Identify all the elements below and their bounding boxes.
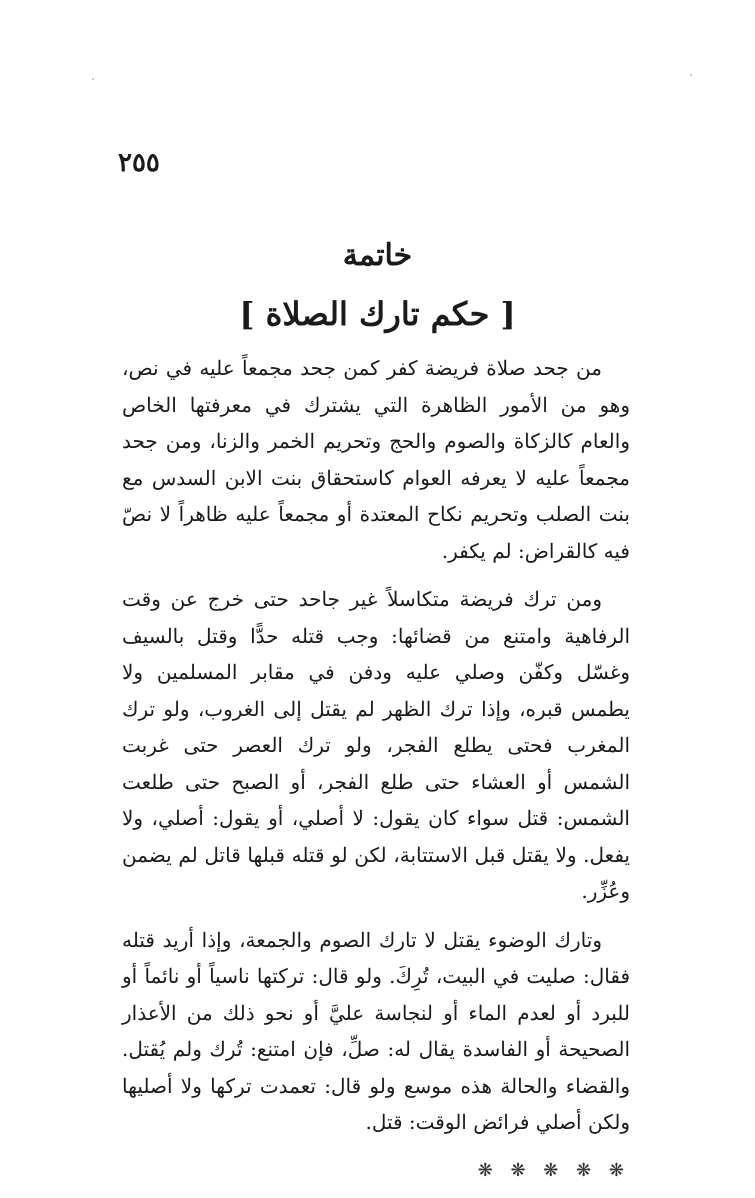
page-number: ٢٥٥ — [118, 148, 160, 178]
scan-speck — [92, 78, 94, 80]
chapter-subtitle: [ حكم تارك الصلاة ] — [239, 295, 516, 333]
chapter-title: خاتمة — [342, 238, 413, 273]
heading-block — [0, 228, 755, 344]
paragraph-2: ومن ترك فريضة متكاسلاً غير جاحد حتى خرج عن وقت الرفاهية وامتنع من قضائها: وجب قتله حدًّا وقتل بالسيف وغسّل وكفّن وصلي عليه ودفن في مقابر المسلمين ولا يطمس قبره، وإذا ترك الظهر لم يقتل إلى الغروب، ولو ترك المغرب فحتى يطلع الفجر، ولو ترك العصر حتى غربت الشمس أو العشاء حتى طلع الفجر، أو الصبح حتى طلعت الشمس: قتل سواء كان يقول: لا أصلي، أو يقول: أصلي، ولا يفعل. ولا يقتل قبل الاستتابة، لكن لو قتله قبلها قاتل لم يضمن وعُزِّر. — [122, 587, 630, 903]
scan-speck — [690, 74, 692, 76]
body-text — [122, 350, 630, 1189]
paragraph-3: وتارك الوضوء يقتل لا تارك الصوم والجمعة، وإذا أريد قتله فقال: صليت في البيت، تُرِكَ. ولو قال: تركتها ناسياً أو نائماً أو للبرد أو لعدم الماء أو لنجاسة عليَّ أو نحو ذلك من الأعذار الصحيحة أو الفاسدة يقال له: صلِّ، فإن امتنع: تُرك ولم يُقتل. والقضاء والحالة هذه موسع ولو قال: تعمدت تركها ولا أصليها ولكن أصلي فرائض الوقت: قتل. — [122, 927, 630, 1134]
section-separator: ❋ ❋ ❋ ❋ ❋ — [477, 1159, 630, 1181]
paragraph-1: من جحد صلاة فريضة كفر كمن جحد مجمعاً عليه في نص، وهو من الأمور الظاهرة التي يشترك في معرفتها الخاص والعام كالزكاة والصوم والحج وتحريم الخمر والزنا، ومن جحد مجمعاً عليه لا يعرفه العوام كاستحقاق بنت الابن السدس مع بنت الصلب وتحريم نكاح المعتدة أو مجمعاً عليه ظاهراً لا نصّ فيه كالقراض: لم يكفر. — [122, 356, 630, 563]
